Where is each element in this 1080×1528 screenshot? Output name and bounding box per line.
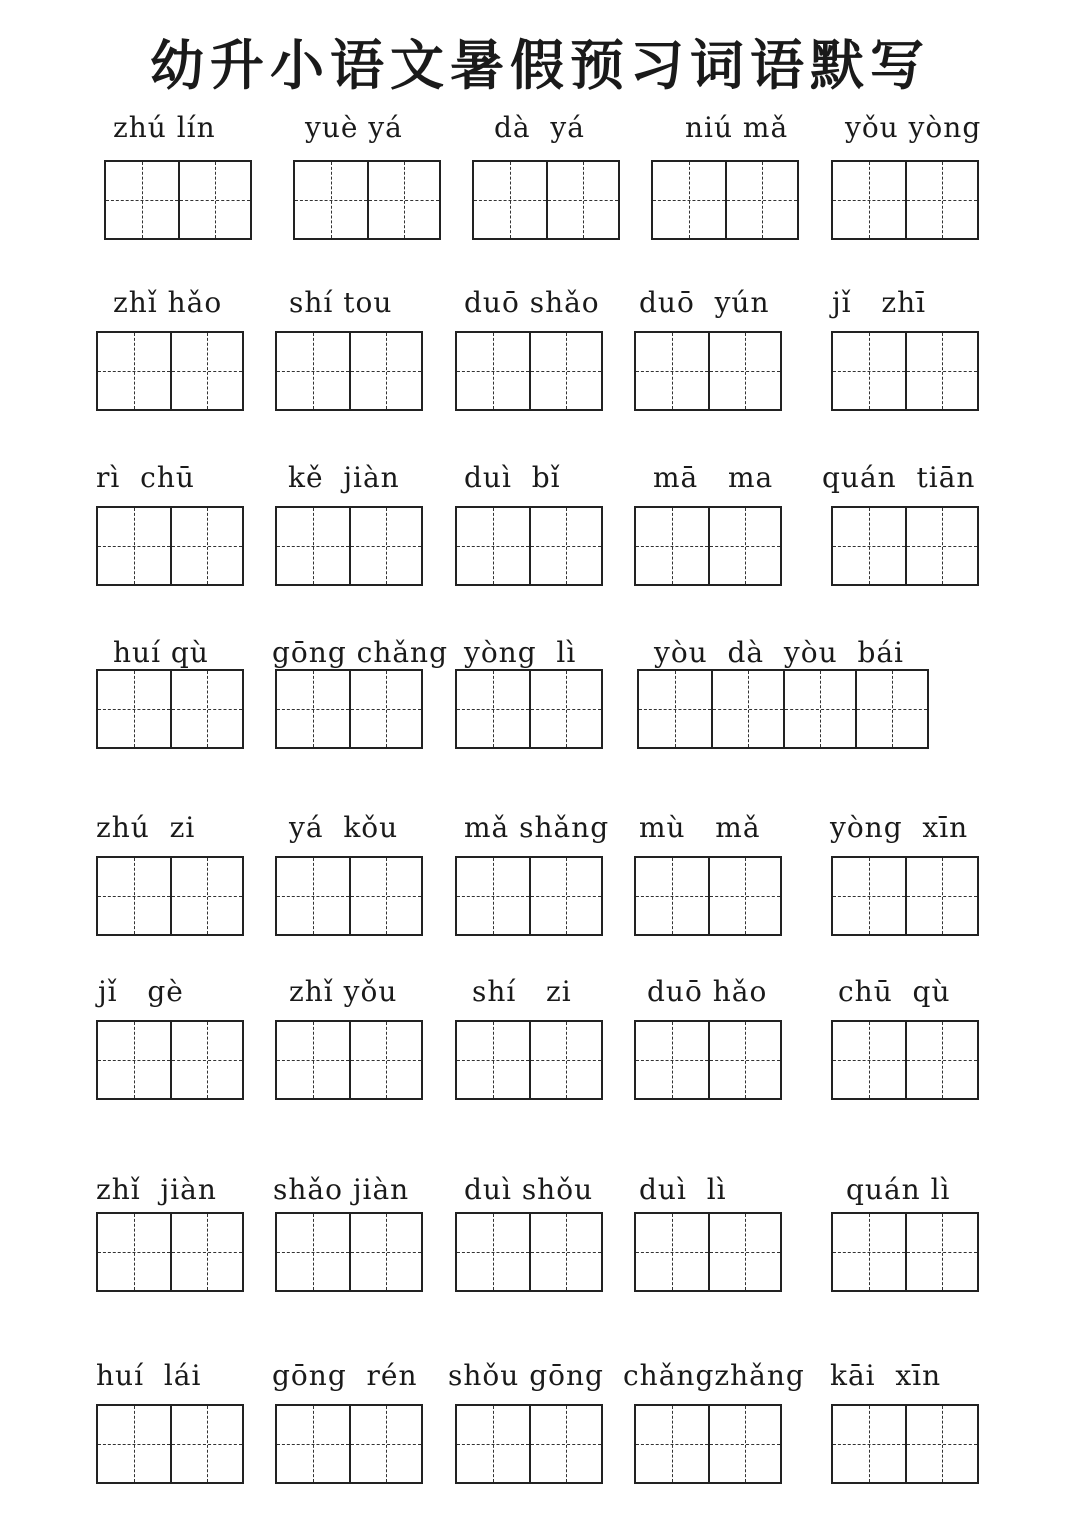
tianzige-cell[interactable] <box>708 1022 780 1098</box>
pinyin-label: dà yá <box>494 111 585 144</box>
writing-grid <box>831 1020 979 1100</box>
tianzige-cell[interactable] <box>529 858 601 934</box>
pinyin-label: mǎ shǎng <box>464 811 610 844</box>
tianzige-cell[interactable] <box>98 858 170 934</box>
tianzige-cell[interactable] <box>457 1214 529 1290</box>
writing-grid <box>455 331 603 411</box>
tianzige-cell[interactable] <box>529 1214 601 1290</box>
writing-grid <box>831 1404 979 1484</box>
tianzige-cell[interactable] <box>905 1022 977 1098</box>
writing-grid <box>634 331 782 411</box>
tianzige-cell[interactable] <box>636 1214 708 1290</box>
pinyin-label: kě jiàn <box>288 461 400 494</box>
tianzige-cell[interactable] <box>457 333 529 409</box>
pinyin-label: jǐ gè <box>98 975 184 1008</box>
writing-grid <box>275 669 423 749</box>
tianzige-cell[interactable] <box>277 858 349 934</box>
pinyin-label: zhǐ yǒu <box>289 975 398 1008</box>
tianzige-cell[interactable] <box>905 162 977 238</box>
tianzige-cell[interactable] <box>170 1022 242 1098</box>
tianzige-cell[interactable] <box>457 1406 529 1482</box>
tianzige-cell[interactable] <box>277 1406 349 1482</box>
tianzige-cell[interactable] <box>636 1022 708 1098</box>
tianzige-cell[interactable] <box>277 1214 349 1290</box>
tianzige-cell[interactable] <box>98 508 170 584</box>
pinyin-label: zhú zi <box>96 811 196 844</box>
tianzige-cell[interactable] <box>833 162 905 238</box>
tianzige-cell[interactable] <box>546 162 618 238</box>
tianzige-cell[interactable] <box>170 858 242 934</box>
pinyin-label: shǒu gōng <box>448 1359 604 1392</box>
pinyin-label: duō yún <box>639 286 770 319</box>
writing-grid <box>831 331 979 411</box>
tianzige-cell[interactable] <box>636 1406 708 1482</box>
writing-grid <box>275 331 423 411</box>
tianzige-cell[interactable] <box>833 1214 905 1290</box>
pinyin-label: gōng chǎng <box>272 636 449 669</box>
writing-grid <box>472 160 620 240</box>
tianzige-cell[interactable] <box>106 162 178 238</box>
tianzige-cell[interactable] <box>529 333 601 409</box>
tianzige-cell[interactable] <box>529 508 601 584</box>
tianzige-cell[interactable] <box>653 162 725 238</box>
pinyin-label: duì lì <box>639 1173 727 1206</box>
tianzige-cell[interactable] <box>833 508 905 584</box>
writing-grid <box>275 506 423 586</box>
writing-grid <box>634 506 782 586</box>
tianzige-cell[interactable] <box>349 1406 421 1482</box>
tianzige-cell[interactable] <box>178 162 250 238</box>
writing-grid <box>96 1212 244 1292</box>
tianzige-cell[interactable] <box>277 671 349 747</box>
pinyin-label: quán tiān <box>822 461 976 494</box>
tianzige-cell[interactable] <box>905 1214 977 1290</box>
tianzige-cell[interactable] <box>349 333 421 409</box>
tianzige-cell[interactable] <box>457 508 529 584</box>
tianzige-cell[interactable] <box>636 858 708 934</box>
tianzige-cell[interactable] <box>170 671 242 747</box>
tianzige-cell[interactable] <box>98 1214 170 1290</box>
writing-grid <box>96 1404 244 1484</box>
pinyin-label: shí tou <box>289 286 393 319</box>
writing-grid <box>96 856 244 936</box>
pinyin-label: quán lì <box>846 1173 951 1206</box>
tianzige-cell[interactable] <box>855 671 927 747</box>
tianzige-cell[interactable] <box>349 1022 421 1098</box>
writing-grid <box>831 506 979 586</box>
tianzige-cell[interactable] <box>708 1214 780 1290</box>
writing-grid <box>104 160 252 240</box>
page-title: 幼升小语文暑假预习词语默写 <box>150 34 930 97</box>
tianzige-cell[interactable] <box>170 1406 242 1482</box>
tianzige-cell[interactable] <box>349 1214 421 1290</box>
tianzige-cell[interactable] <box>708 508 780 584</box>
tianzige-cell[interactable] <box>457 1022 529 1098</box>
tianzige-cell[interactable] <box>708 1406 780 1482</box>
writing-grid <box>455 856 603 936</box>
writing-grid <box>831 160 979 240</box>
writing-grid <box>275 1212 423 1292</box>
tianzige-cell[interactable] <box>457 671 529 747</box>
writing-grid <box>831 1212 979 1292</box>
pinyin-label: jǐ zhī <box>832 286 927 319</box>
writing-grid <box>275 1404 423 1484</box>
writing-grid <box>634 1212 782 1292</box>
writing-grid <box>634 1404 782 1484</box>
tianzige-cell[interactable] <box>170 333 242 409</box>
pinyin-label: yuè yá <box>305 111 403 144</box>
tianzige-cell[interactable] <box>711 671 783 747</box>
tianzige-cell[interactable] <box>349 508 421 584</box>
pinyin-label: huí lái <box>96 1359 202 1392</box>
writing-grid <box>455 669 603 749</box>
tianzige-cell[interactable] <box>905 858 977 934</box>
tianzige-cell[interactable] <box>833 1022 905 1098</box>
pinyin-label: duō hǎo <box>647 975 768 1008</box>
tianzige-cell[interactable] <box>98 1406 170 1482</box>
tianzige-cell[interactable] <box>905 508 977 584</box>
pinyin-label: chǎngzhǎng <box>623 1359 805 1392</box>
tianzige-cell[interactable] <box>708 333 780 409</box>
tianzige-cell[interactable] <box>905 1406 977 1482</box>
tianzige-cell[interactable] <box>349 858 421 934</box>
writing-grid <box>634 1020 782 1100</box>
pinyin-label: yòng lì <box>464 636 577 669</box>
writing-grid <box>96 669 244 749</box>
writing-grid <box>455 1020 603 1100</box>
tianzige-cell[interactable] <box>170 508 242 584</box>
tianzige-cell[interactable] <box>833 1406 905 1482</box>
pinyin-label: zhǐ jiàn <box>96 1173 217 1206</box>
tianzige-cell[interactable] <box>367 162 439 238</box>
tianzige-cell[interactable] <box>833 858 905 934</box>
pinyin-label: kāi xīn <box>830 1359 942 1392</box>
writing-grid <box>634 856 782 936</box>
pinyin-label: duì bǐ <box>464 461 561 494</box>
writing-grid <box>651 160 799 240</box>
pinyin-label: rì chū <box>96 461 195 494</box>
pinyin-label: mā ma <box>653 461 774 494</box>
tianzige-cell[interactable] <box>783 671 855 747</box>
tianzige-cell[interactable] <box>708 858 780 934</box>
tianzige-cell[interactable] <box>170 1214 242 1290</box>
tianzige-cell[interactable] <box>636 333 708 409</box>
tianzige-cell[interactable] <box>98 333 170 409</box>
writing-grid <box>275 1020 423 1100</box>
pinyin-label: zhú lín <box>113 111 216 144</box>
writing-grid <box>455 1404 603 1484</box>
writing-grid <box>96 1020 244 1100</box>
tianzige-cell[interactable] <box>833 333 905 409</box>
tianzige-cell[interactable] <box>277 508 349 584</box>
pinyin-label: yá kǒu <box>289 811 399 844</box>
tianzige-cell[interactable] <box>529 1406 601 1482</box>
pinyin-label: shǎo jiàn <box>273 1173 410 1206</box>
tianzige-cell[interactable] <box>277 1022 349 1098</box>
pinyin-label: duō shǎo <box>464 286 600 319</box>
pinyin-label: yǒu yòng <box>845 111 982 144</box>
writing-grid <box>293 160 441 240</box>
writing-grid <box>831 856 979 936</box>
pinyin-label: yòng xīn <box>830 811 969 844</box>
writing-grid <box>96 506 244 586</box>
writing-grid <box>637 669 929 749</box>
pinyin-label: shí zi <box>472 975 572 1008</box>
writing-grid <box>455 506 603 586</box>
pinyin-label: chū qù <box>838 975 951 1008</box>
tianzige-cell[interactable] <box>98 671 170 747</box>
pinyin-label: huí qù <box>113 636 209 669</box>
tianzige-cell[interactable] <box>529 1022 601 1098</box>
tianzige-cell[interactable] <box>457 858 529 934</box>
writing-grid <box>275 856 423 936</box>
pinyin-label: niú mǎ <box>685 111 789 144</box>
writing-grid <box>455 1212 603 1292</box>
pinyin-label: gōng rén <box>272 1359 418 1392</box>
pinyin-label: yòu dà yòu bái <box>654 636 905 669</box>
tianzige-cell[interactable] <box>639 671 711 747</box>
tianzige-cell[interactable] <box>349 671 421 747</box>
writing-grid <box>96 331 244 411</box>
tianzige-cell[interactable] <box>277 333 349 409</box>
tianzige-cell[interactable] <box>905 333 977 409</box>
pinyin-label: duì shǒu <box>464 1173 594 1206</box>
tianzige-cell[interactable] <box>98 1022 170 1098</box>
tianzige-cell[interactable] <box>636 508 708 584</box>
tianzige-cell[interactable] <box>295 162 367 238</box>
tianzige-cell[interactable] <box>474 162 546 238</box>
tianzige-cell[interactable] <box>529 671 601 747</box>
pinyin-label: zhǐ hǎo <box>113 286 223 319</box>
tianzige-cell[interactable] <box>725 162 797 238</box>
pinyin-label: mù mǎ <box>639 811 761 844</box>
